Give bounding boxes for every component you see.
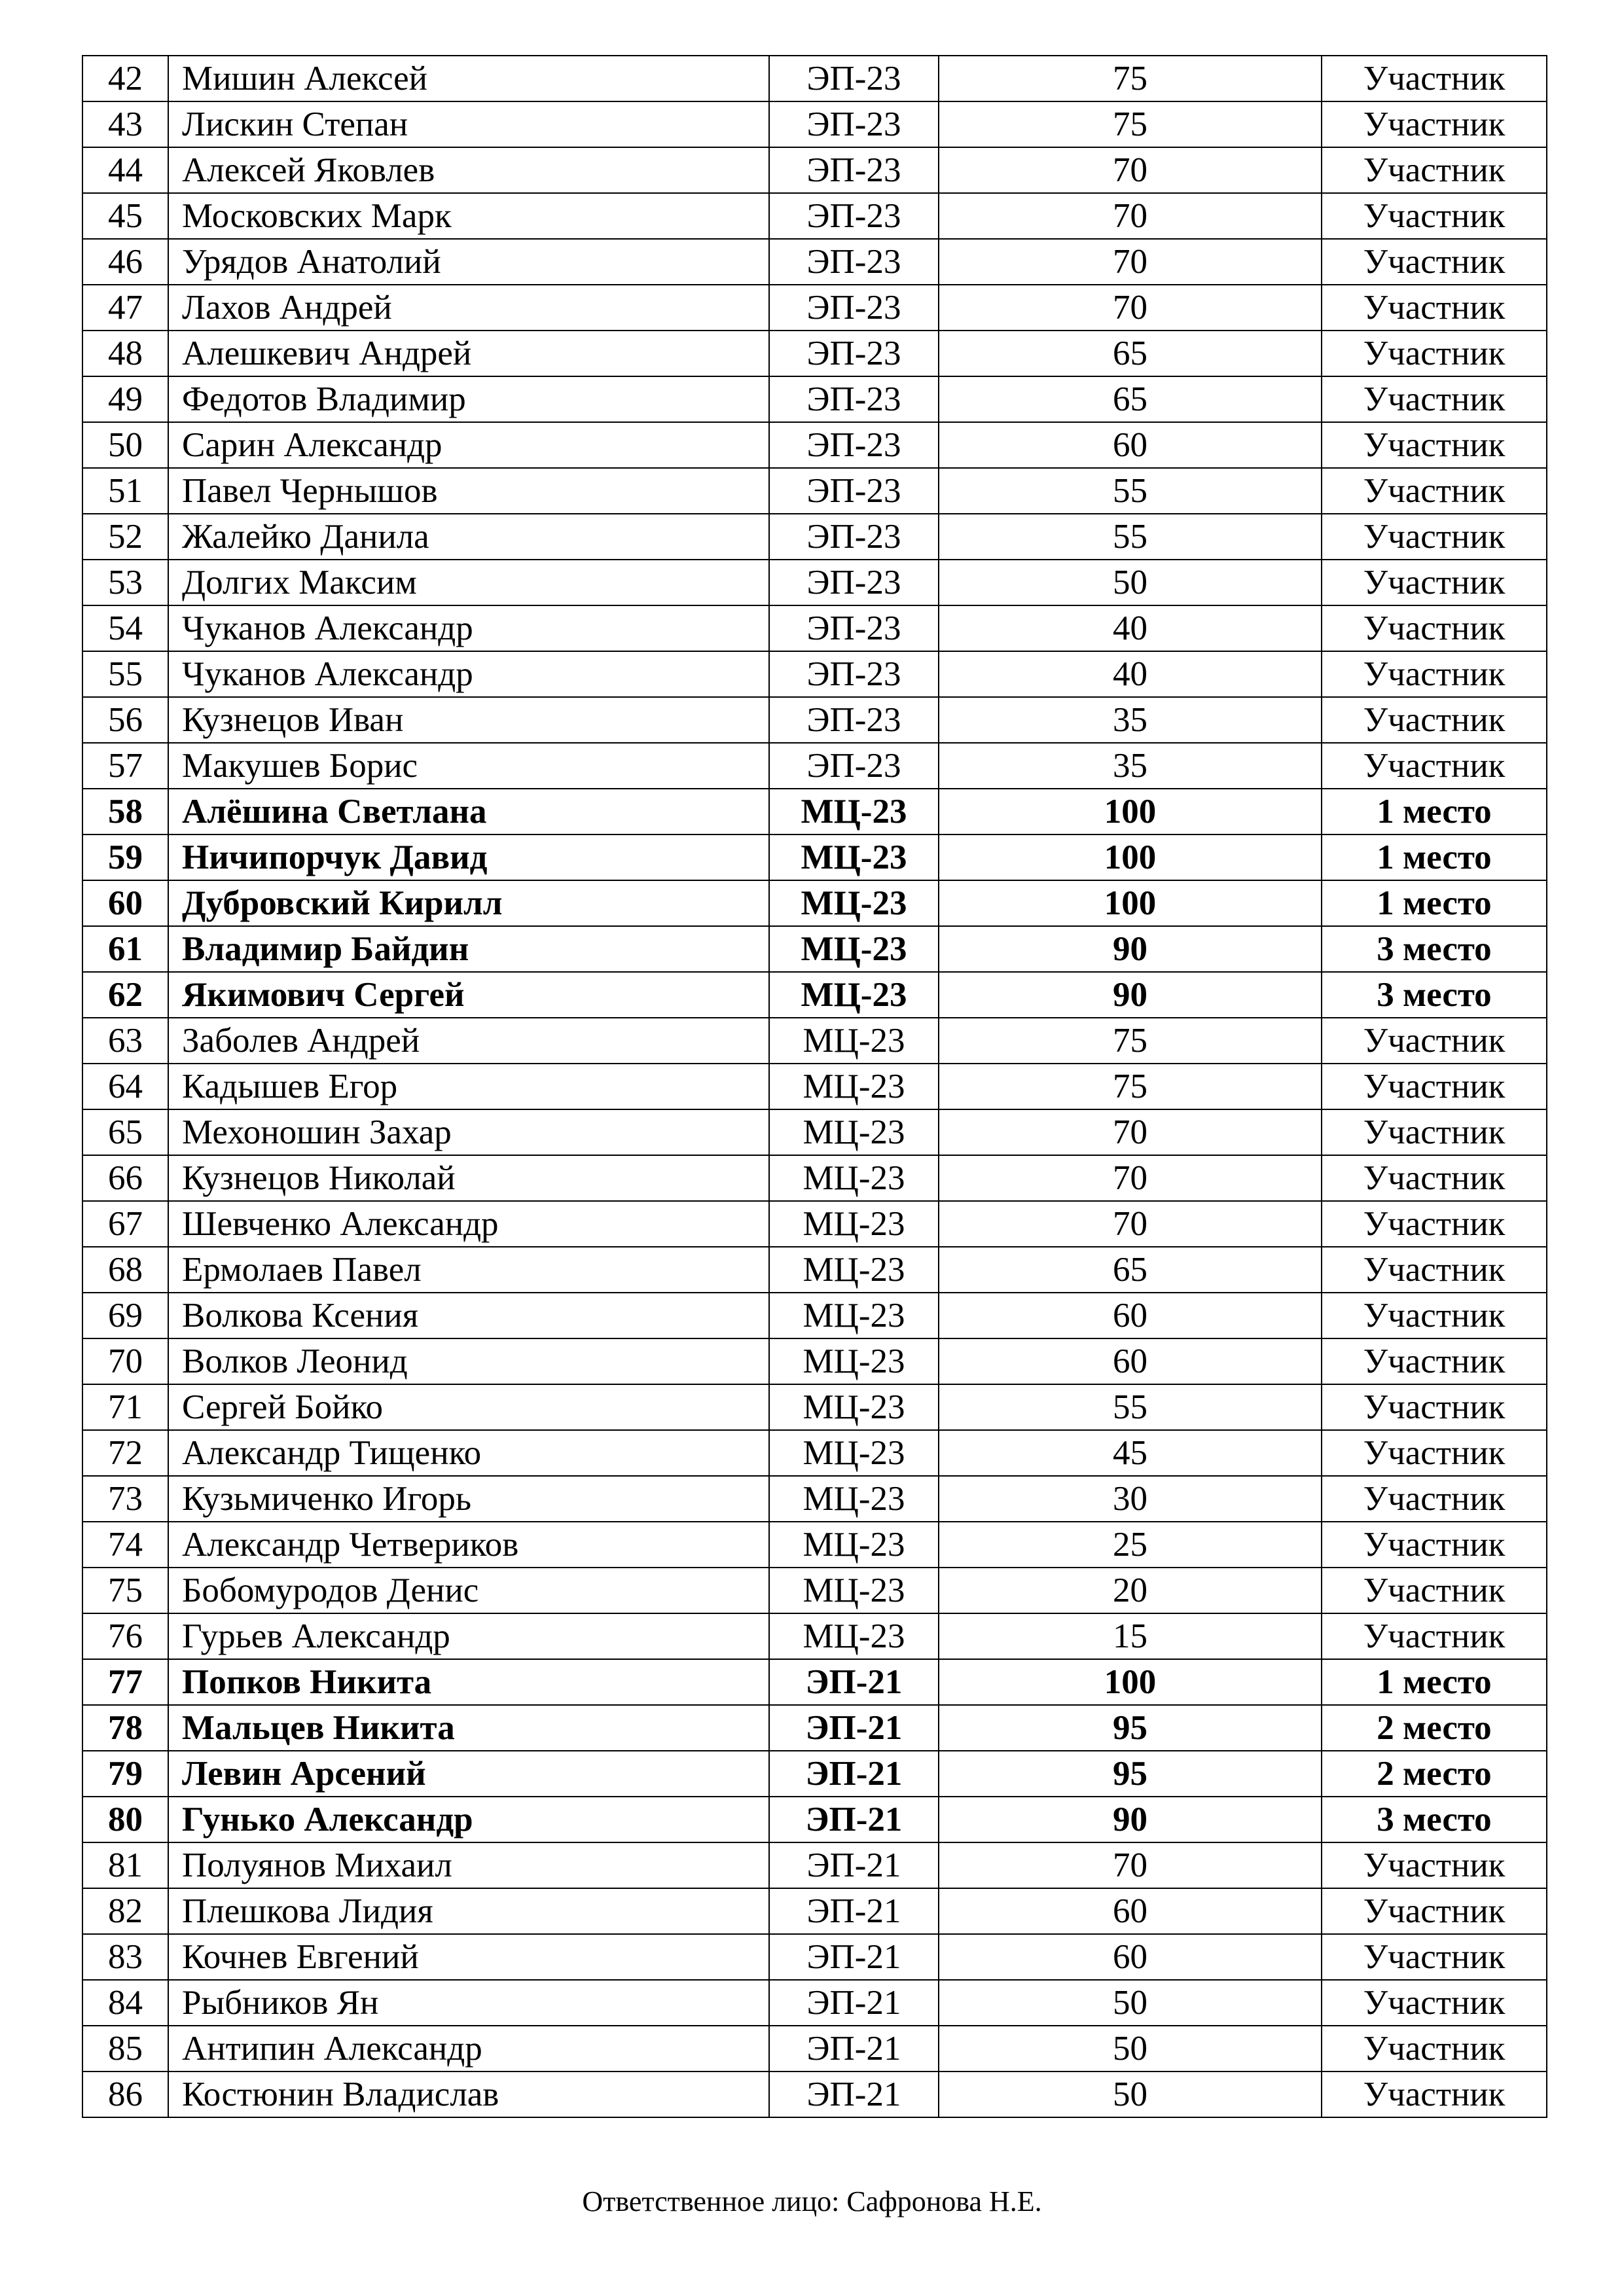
row-number: 74 — [82, 1522, 168, 1568]
score-value: 70 — [939, 147, 1322, 193]
row-number: 82 — [82, 1888, 168, 1934]
score-value: 50 — [939, 560, 1322, 605]
score-value: 55 — [939, 1384, 1322, 1430]
participant-name: Московских Марк — [168, 193, 769, 239]
group-code: МЦ-23 — [769, 834, 939, 880]
participant-name: Чуканов Александр — [168, 651, 769, 697]
result-status: Участник — [1322, 376, 1547, 422]
group-code: ЭП-23 — [769, 331, 939, 376]
row-number: 70 — [82, 1338, 168, 1384]
table-row — [82, 1018, 1547, 1064]
row-number: 76 — [82, 1613, 168, 1659]
table-row — [82, 1201, 1547, 1247]
table-row — [82, 1064, 1547, 1109]
row-number: 73 — [82, 1476, 168, 1522]
result-status: Участник — [1322, 1155, 1547, 1201]
result-status: Участник — [1322, 1247, 1547, 1293]
group-code: ЭП-21 — [769, 1797, 939, 1842]
table-row — [82, 2072, 1547, 2117]
participant-name: Сарин Александр — [168, 422, 769, 468]
group-code: МЦ-23 — [769, 1201, 939, 1247]
table-row — [82, 697, 1547, 743]
result-status: Участник — [1322, 2026, 1547, 2072]
score-value: 55 — [939, 514, 1322, 560]
score-value: 60 — [939, 1888, 1322, 1934]
result-status: Участник — [1322, 239, 1547, 285]
group-code: МЦ-23 — [769, 1522, 939, 1568]
group-code: ЭП-21 — [769, 1934, 939, 1980]
participant-name: Алешкевич Андрей — [168, 331, 769, 376]
result-status: Участник — [1322, 1384, 1547, 1430]
score-value: 50 — [939, 2072, 1322, 2117]
group-code: ЭП-21 — [769, 1842, 939, 1888]
result-status: Участник — [1322, 285, 1547, 331]
row-number: 64 — [82, 1064, 168, 1109]
score-value: 60 — [939, 422, 1322, 468]
group-code: МЦ-23 — [769, 1018, 939, 1064]
group-code: МЦ-23 — [769, 926, 939, 972]
row-number: 83 — [82, 1934, 168, 1980]
results-body — [82, 56, 1547, 2117]
score-value: 90 — [939, 926, 1322, 972]
result-status: Участник — [1322, 101, 1547, 147]
group-code: ЭП-23 — [769, 651, 939, 697]
row-number: 50 — [82, 422, 168, 468]
participant-name: Волкова Ксения — [168, 1293, 769, 1338]
result-status: 2 место — [1322, 1751, 1547, 1797]
row-number: 85 — [82, 2026, 168, 2072]
row-number: 57 — [82, 743, 168, 789]
score-value: 30 — [939, 1476, 1322, 1522]
group-code: ЭП-23 — [769, 468, 939, 514]
table-row — [82, 1980, 1547, 2026]
table-row — [82, 331, 1547, 376]
participant-name: Лискин Степан — [168, 101, 769, 147]
result-status: Участник — [1322, 1018, 1547, 1064]
row-number: 51 — [82, 468, 168, 514]
row-number: 71 — [82, 1384, 168, 1430]
result-status: Участник — [1322, 56, 1547, 101]
result-status: Участник — [1322, 1430, 1547, 1476]
row-number: 56 — [82, 697, 168, 743]
row-number: 75 — [82, 1568, 168, 1613]
group-code: ЭП-23 — [769, 101, 939, 147]
row-number: 52 — [82, 514, 168, 560]
score-value: 75 — [939, 101, 1322, 147]
group-code: МЦ-23 — [769, 1568, 939, 1613]
group-code: ЭП-21 — [769, 2026, 939, 2072]
result-status: Участник — [1322, 651, 1547, 697]
participant-name: Волков Леонид — [168, 1338, 769, 1384]
result-status: Участник — [1322, 1980, 1547, 2026]
table-row — [82, 1797, 1547, 1842]
table-row — [82, 1476, 1547, 1522]
table-row — [82, 285, 1547, 331]
table-row — [82, 1384, 1547, 1430]
group-code: МЦ-23 — [769, 1247, 939, 1293]
row-number: 84 — [82, 1980, 168, 2026]
row-number: 66 — [82, 1155, 168, 1201]
group-code: ЭП-21 — [769, 1705, 939, 1751]
row-number: 69 — [82, 1293, 168, 1338]
score-value: 35 — [939, 743, 1322, 789]
group-code: МЦ-23 — [769, 789, 939, 834]
participant-name: Кузьмиченко Игорь — [168, 1476, 769, 1522]
participant-name: Левин Арсений — [168, 1751, 769, 1797]
participant-name: Кузнецов Иван — [168, 697, 769, 743]
table-row — [82, 1338, 1547, 1384]
score-value: 70 — [939, 1155, 1322, 1201]
row-number: 63 — [82, 1018, 168, 1064]
result-status: Участник — [1322, 1613, 1547, 1659]
score-value: 70 — [939, 1109, 1322, 1155]
participant-name: Шевченко Александр — [168, 1201, 769, 1247]
score-value: 95 — [939, 1705, 1322, 1751]
table-row — [82, 1751, 1547, 1797]
row-number: 49 — [82, 376, 168, 422]
row-number: 46 — [82, 239, 168, 285]
group-code: МЦ-23 — [769, 1109, 939, 1155]
row-number: 55 — [82, 651, 168, 697]
score-value: 60 — [939, 1934, 1322, 1980]
participant-name: Дубровский Кирилл — [168, 880, 769, 926]
participant-name: Кадышев Егор — [168, 1064, 769, 1109]
result-status: 1 место — [1322, 1659, 1547, 1705]
result-status: Участник — [1322, 1888, 1547, 1934]
table-row — [82, 880, 1547, 926]
result-status: 3 место — [1322, 926, 1547, 972]
participant-name: Урядов Анатолий — [168, 239, 769, 285]
score-value: 40 — [939, 651, 1322, 697]
table-row — [82, 1613, 1547, 1659]
row-number: 81 — [82, 1842, 168, 1888]
group-code: ЭП-23 — [769, 285, 939, 331]
table-row — [82, 56, 1547, 101]
score-value: 75 — [939, 56, 1322, 101]
table-row — [82, 101, 1547, 147]
row-number: 77 — [82, 1659, 168, 1705]
participant-name: Кочнев Евгений — [168, 1934, 769, 1980]
table-row — [82, 239, 1547, 285]
score-value: 100 — [939, 834, 1322, 880]
result-status: Участник — [1322, 560, 1547, 605]
table-row — [82, 422, 1547, 468]
score-value: 55 — [939, 468, 1322, 514]
result-status: 3 место — [1322, 1797, 1547, 1842]
group-code: МЦ-23 — [769, 1384, 939, 1430]
table-row — [82, 1568, 1547, 1613]
row-number: 54 — [82, 605, 168, 651]
score-value: 65 — [939, 331, 1322, 376]
result-status: Участник — [1322, 1522, 1547, 1568]
table-row — [82, 1934, 1547, 1980]
participant-name: Павел Чернышов — [168, 468, 769, 514]
participant-name: Алёшина Светлана — [168, 789, 769, 834]
participant-name: Кузнецов Николай — [168, 1155, 769, 1201]
score-value: 70 — [939, 1201, 1322, 1247]
result-status: Участник — [1322, 1476, 1547, 1522]
row-number: 42 — [82, 56, 168, 101]
group-code: МЦ-23 — [769, 1064, 939, 1109]
group-code: ЭП-23 — [769, 743, 939, 789]
result-status: Участник — [1322, 2072, 1547, 2117]
group-code: ЭП-21 — [769, 2072, 939, 2117]
result-status: Участник — [1322, 1568, 1547, 1613]
participant-name: Заболев Андрей — [168, 1018, 769, 1064]
group-code: МЦ-23 — [769, 1430, 939, 1476]
group-code: ЭП-21 — [769, 1980, 939, 2026]
participant-name: Мальцев Никита — [168, 1705, 769, 1751]
row-number: 68 — [82, 1247, 168, 1293]
group-code: ЭП-23 — [769, 422, 939, 468]
table-row — [82, 743, 1547, 789]
participant-name: Жалейко Данила — [168, 514, 769, 560]
result-status: 1 место — [1322, 880, 1547, 926]
table-row — [82, 1430, 1547, 1476]
score-value: 45 — [939, 1430, 1322, 1476]
row-number: 48 — [82, 331, 168, 376]
table-row — [82, 560, 1547, 605]
table-row — [82, 926, 1547, 972]
table-row — [82, 1155, 1547, 1201]
participant-name: Алексей Яковлев — [168, 147, 769, 193]
participant-name: Якимович Сергей — [168, 972, 769, 1018]
score-value: 65 — [939, 1247, 1322, 1293]
result-status: Участник — [1322, 1934, 1547, 1980]
result-status: Участник — [1322, 193, 1547, 239]
row-number: 79 — [82, 1751, 168, 1797]
result-status: 3 место — [1322, 972, 1547, 1018]
result-status: 2 место — [1322, 1705, 1547, 1751]
score-value: 100 — [939, 880, 1322, 926]
table-row — [82, 789, 1547, 834]
group-code: ЭП-23 — [769, 193, 939, 239]
table-row — [82, 1842, 1547, 1888]
group-code: ЭП-23 — [769, 514, 939, 560]
participant-name: Лахов Андрей — [168, 285, 769, 331]
result-status: Участник — [1322, 147, 1547, 193]
score-value: 20 — [939, 1568, 1322, 1613]
table-row — [82, 834, 1547, 880]
result-status: Участник — [1322, 1338, 1547, 1384]
result-status: Участник — [1322, 605, 1547, 651]
participant-name: Александр Четвериков — [168, 1522, 769, 1568]
score-value: 75 — [939, 1018, 1322, 1064]
group-code: МЦ-23 — [769, 1613, 939, 1659]
result-status: Участник — [1322, 697, 1547, 743]
participant-name: Мехоношин Захар — [168, 1109, 769, 1155]
group-code: МЦ-23 — [769, 1293, 939, 1338]
result-status: 1 место — [1322, 834, 1547, 880]
row-number: 43 — [82, 101, 168, 147]
group-code: ЭП-23 — [769, 697, 939, 743]
group-code: ЭП-23 — [769, 147, 939, 193]
table-row — [82, 1659, 1547, 1705]
row-number: 86 — [82, 2072, 168, 2117]
score-value: 100 — [939, 789, 1322, 834]
row-number: 72 — [82, 1430, 168, 1476]
result-status: Участник — [1322, 514, 1547, 560]
score-value: 65 — [939, 376, 1322, 422]
row-number: 80 — [82, 1797, 168, 1842]
table-row — [82, 1293, 1547, 1338]
participant-name: Антипин Александр — [168, 2026, 769, 2072]
participant-name: Ничипорчук Давид — [168, 834, 769, 880]
table-row — [82, 376, 1547, 422]
table-row — [82, 1888, 1547, 1934]
score-value: 90 — [939, 972, 1322, 1018]
group-code: ЭП-23 — [769, 605, 939, 651]
table-row — [82, 605, 1547, 651]
row-number: 65 — [82, 1109, 168, 1155]
participant-name: Долгих Максим — [168, 560, 769, 605]
group-code: МЦ-23 — [769, 1476, 939, 1522]
participant-name: Попков Никита — [168, 1659, 769, 1705]
row-number: 53 — [82, 560, 168, 605]
participant-name: Владимир Байдин — [168, 926, 769, 972]
participant-name: Костюнин Владислав — [168, 2072, 769, 2117]
group-code: МЦ-23 — [769, 1338, 939, 1384]
result-status: Участник — [1322, 331, 1547, 376]
score-value: 75 — [939, 1064, 1322, 1109]
row-number: 45 — [82, 193, 168, 239]
table-row — [82, 514, 1547, 560]
table-row — [82, 1247, 1547, 1293]
result-status: Участник — [1322, 1201, 1547, 1247]
participant-name: Мишин Алексей — [168, 56, 769, 101]
group-code: ЭП-23 — [769, 56, 939, 101]
participant-name: Чуканов Александр — [168, 605, 769, 651]
participant-name: Сергей Бойко — [168, 1384, 769, 1430]
group-code: МЦ-23 — [769, 880, 939, 926]
score-value: 70 — [939, 193, 1322, 239]
result-status: Участник — [1322, 743, 1547, 789]
participant-name: Рыбников Ян — [168, 1980, 769, 2026]
participant-name: Гунько Александр — [168, 1797, 769, 1842]
group-code: ЭП-23 — [769, 560, 939, 605]
results-table — [82, 55, 1547, 2118]
score-value: 50 — [939, 2026, 1322, 2072]
score-value: 35 — [939, 697, 1322, 743]
row-number: 47 — [82, 285, 168, 331]
score-value: 60 — [939, 1293, 1322, 1338]
row-number: 62 — [82, 972, 168, 1018]
participant-name: Макушев Борис — [168, 743, 769, 789]
row-number: 67 — [82, 1201, 168, 1247]
participant-name: Александр Тищенко — [168, 1430, 769, 1476]
participant-name: Полуянов Михаил — [168, 1842, 769, 1888]
table-row — [82, 1705, 1547, 1751]
score-value: 100 — [939, 1659, 1322, 1705]
table-row — [82, 651, 1547, 697]
score-value: 25 — [939, 1522, 1322, 1568]
score-value: 40 — [939, 605, 1322, 651]
score-value: 70 — [939, 1842, 1322, 1888]
result-status: Участник — [1322, 468, 1547, 514]
table-row — [82, 1522, 1547, 1568]
table-row — [82, 2026, 1547, 2072]
result-status: Участник — [1322, 1293, 1547, 1338]
row-number: 58 — [82, 789, 168, 834]
table-row — [82, 972, 1547, 1018]
table-row — [82, 468, 1547, 514]
score-value: 15 — [939, 1613, 1322, 1659]
table-row — [82, 147, 1547, 193]
score-value: 70 — [939, 239, 1322, 285]
row-number: 44 — [82, 147, 168, 193]
result-status: Участник — [1322, 1064, 1547, 1109]
row-number: 59 — [82, 834, 168, 880]
score-value: 50 — [939, 1980, 1322, 2026]
table-row — [82, 193, 1547, 239]
result-status: 1 место — [1322, 789, 1547, 834]
participant-name: Бобомуродов Денис — [168, 1568, 769, 1613]
row-number: 78 — [82, 1705, 168, 1751]
group-code: ЭП-23 — [769, 376, 939, 422]
table-row — [82, 1109, 1547, 1155]
score-value: 90 — [939, 1797, 1322, 1842]
group-code: ЭП-21 — [769, 1659, 939, 1705]
group-code: ЭП-21 — [769, 1888, 939, 1934]
result-status: Участник — [1322, 1842, 1547, 1888]
group-code: ЭП-23 — [769, 239, 939, 285]
row-number: 60 — [82, 880, 168, 926]
result-status: Участник — [1322, 1109, 1547, 1155]
participant-name: Федотов Владимир — [168, 376, 769, 422]
responsible-person: Ответственное лицо: Сафронова Н.Е. — [582, 2185, 1042, 2217]
participant-name: Гурьев Александр — [168, 1613, 769, 1659]
group-code: ЭП-21 — [769, 1751, 939, 1797]
participant-name: Плешкова Лидия — [168, 1888, 769, 1934]
score-value: 70 — [939, 285, 1322, 331]
row-number: 61 — [82, 926, 168, 972]
participant-name: Ермолаев Павел — [168, 1247, 769, 1293]
score-value: 60 — [939, 1338, 1322, 1384]
score-value: 95 — [939, 1751, 1322, 1797]
result-status: Участник — [1322, 422, 1547, 468]
group-code: МЦ-23 — [769, 1155, 939, 1201]
group-code: МЦ-23 — [769, 972, 939, 1018]
